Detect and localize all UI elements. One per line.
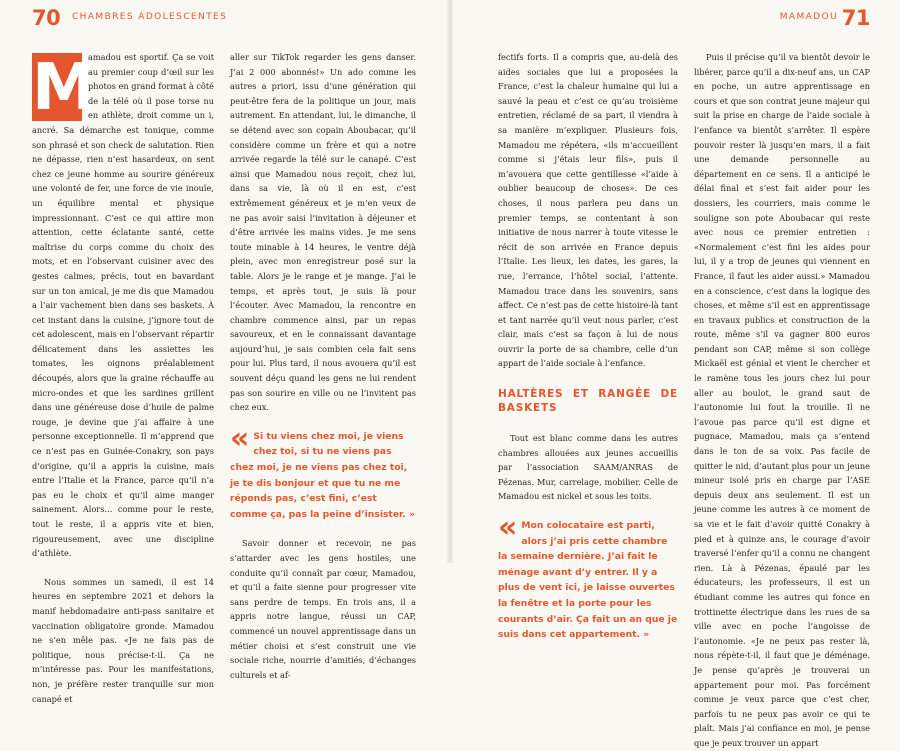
paragraph: fectifs forts. Il a compris que, au-delà des aides sociales que lui a proposées la France, c’est la chaleur humaine qui lui a sauvé la peau et c’est ce qu’au troisième entretien, réclamé de sa part, il viendra à sa manière m’expliquer. Plusieurs fois, Mamadou me répétera, «ils m’accueillent comme si j’étais leur fils», puis il m’avouera que cette gentillesse «l’aide à oublier beaucoup de choses». De ces choses, il nous parlera peu dans un premier temps, se contentant à son initiative de nous narrer à toute vitesse le récit de son arrivée en France depuis l’Italie. Les lieux, les dates, les gares, la rue, l’errance, l’hôtel social, l’attente. Mamadou trace dans les souvenirs, sans affect. Ce n’est pas de cette histoire-là tant et tant narrée qu’il veut nous parler, c’est clair, mais c’est sa façon à lui de nous ouvrir la porte de sa chambre, celle d’un appart de l’aide sociale à l’enfance.: [498, 52, 678, 369]
section-heading: HALTÈRES ET RANGÉE DE BASKETS: [498, 388, 678, 415]
page-number-left: 70: [32, 6, 61, 30]
paragraph: Puis il précise qu’il va bientôt devoir le libérer, parce qu’il a dix-neuf ans, un CAP en poche, un autre apprentissage en cours et que son contrat jeune majeur qui suit la prise en charge de l’aide sociale à l’enfance va bientôt s’arrêter. Il espère pouvoir rester là jusqu’en mars, il a fait une demande personnelle au département en ce sens. Il a anticipé le délai final et s’est fait aider pour les dossiers, les courriers, mais comme le souligne son pote Aboubacar qui reste avec nous ce premier entretien : «Normalement c’est fini les aides pour lui, il y a trop de jeunes qui viennent en France, il faut les aider aussi.» Mamadou en a conscience, c’est dans la logique des choses, et même s’il est en apprentissage en travaux publics et construction de la route, même s’il va gagner 800 euros pendant son CAP, même si son collège Mickaël est génial et vient le chercher et le ramène tous les jours chez lui pour aller au boulot, le grand saut de l’autonomie lui fout la trouille. Il ne l’avoue pas parce qu’il est digne et pugnace, Mamadou, mais ça s’entend dans le ton de sa voix. Pas facile de quitter le nid, d’autant plus pour un jeune mineur isolé pris en charge par l’ASE depuis deux ans seulement. Il est un jeune comme les autres à ce moment de sa vie et le fait d’avoir quitté Conakry à pied et à quinze ans, le courage d’avoir traversé l’enfer qu’il a connu ne changent rien. Là à Pézenas, épaulé par les éducateurs, les professeurs, il est un étudiant comme les autres qui fonce en trottinette électrique dans les rues de sa ville avec en poche l’angoisse de l’autonomie. «Je ne peux pas rester là, nous répète-t-il, il faut que je déménage. Je pense qu’après je trouverai un appartement pour moi. Pas forcément comme je veux parce que c’est cher, parfois tu ne peux pas avoir ce qui te plaît. Mais j’ai confiance en moi, je pense que je peux trouver un appart: [694, 52, 870, 748]
pull-quote: [498, 510, 678, 643]
paragraph: aller sur TikTok regarder les gens danser. J’ai 2 000 abonnés!» Un ado comme les autres a priori, issu d’une génération qui peut-être fera de la politique un jour, mais autrement. En attendant, lui, le dimanche, il se détend avec son copain Aboubacar, qu’il considère comme un frère et qui a notre arrivée regarde la télé sur le canapé. C’est ainsi que Mamadou nous reçoit, chez lui, dans sa vie, là où il en est, c’est extrêmement généreux et je m’en veux de ne pas avoir saisi l’invitation à déjeuner et d’être arrivée les mains vides. Je me sens toute minable à 14 heures, le ventre déjà plein, avec mon enregistreur posé sur la table. Alors je le range et je mange. J’ai le temps, et après tout, je suis là pour l’écouter. Avec Mamadou, la rencontre en chambre commence ainsi, par un repas savoureux, et en le connaissant davantage aujourd’hui, je sais combien cela fait sens pour lui. Plus tard, il nous avouera qu’il est souvent déçu quand les gens ne lui rendent pas son sourire en ville ou ne l’invitent pas chez eux.: [230, 52, 416, 413]
paragraph: Savoir donner et recevoir, ne pas s’attarder avec les gens hostiles, une conduite qu’il connaît par cœur, Mamadou, et qu’il a faite sienne pour progresser vite sans perdre de temps. En trois ans, il a appris notre langue, réussi un CAP, commencé un nouvel apprentissage dans un métier choisi et s’est construit une vie sociale riche, nourrie d’amitiés, d’échanges culturels et af-: [230, 538, 416, 680]
pull-quote: [230, 420, 416, 523]
running-head-left: CHAMBRES ADOLESCENTES: [72, 12, 228, 22]
column-3: [498, 50, 678, 657]
page-number-right: 71: [841, 6, 870, 30]
pull-quote-text: Si tu viens chez moi, je viens chez toi, si tu ne viens pas chez moi, je ne viens pas chez toi, je te dis bonjour et que tu ne me réponds pas, c’est fini, c’est comme ça, pas la peine d’insister. »: [230, 430, 415, 520]
running-head-right: MAMADOU: [779, 12, 838, 22]
column-4: [694, 50, 870, 751]
paragraph: amadou est sportif. Ça se voit au premier coup d’œil sur les photos en grand format à côté de la télé où il pose torse nu en athlète, droit comme un i, ancré. Sa démarche est tonique, comme son phrasé et son check de salutation. Rien ne dépasse, rien n’est hasardeux, on sent chez ce jeune homme au sourire généreux une volonté de fer, une force de vie inouïe, un équilibre mental et physique impressionnant. C’est ce qui attire mon attention, cette éclatante santé, cette maîtrise du corps comme du choix des mots, et en l’observant cuisiner avec des gestes calmes, précis, tout en bavardant sur un ton amical, je me dis que Mamadou a l’air vachement bien dans ses baskets. À cet instant dans la cuisine, j’ignore tout de cet adolescent, mais en l’observant répartir délicatement dans les assiettes les tomates, les oignons préalablement découpés, alors que la graine réchauffe au micro-ondes et que les sardines grillent dans une généreuse dose d’huile de palme rouge, je devine que j’ai affaire à une personne exceptionnelle. Il m’apprend que ce n’est pas en Guinée-Conakry, son pays d’origine, qu’il a appris la cuisine, mais entre l’Italie et la France, parce qu’il n’a pas eu le choix et qu’il aime manger sainement. Alors… comme pour le reste, tout le reste, il a appris vite et bien, rigoureusement, avec une discipline d’athlète.: [32, 52, 214, 559]
quote-mark: «: [498, 510, 518, 546]
left-page: [0, 0, 450, 704]
quote-mark: «: [230, 420, 250, 456]
column-1: [32, 50, 214, 706]
paragraph: Nous sommes un samedi, il est 14 heures en septembre 2021 et dehors la manif hebdomadaire anti-pass sanitaire et vaccination obligatoire gronde. Mamadou ne s’en mêle pas. «Je ne fais pas de politique, nous précise-t-il. Ça ne m’intéresse pas. Pour les manifestations, non, je préfère rester tranquille sur mon canapé et: [32, 576, 214, 704]
drop-cap: M: [32, 51, 96, 125]
paragraph: Tout est blanc comme dans les autres chambres allouées aux jeunes accueillis par l’association SAAM/ANRAS de Pézenas. Mur, carrelage, mobilier. Celle de Mamadou est nickel et sous les toits.: [498, 433, 678, 502]
right-page: [450, 0, 900, 748]
pull-quote-text: Mon colocataire est parti, alors j’ai pris cette chambre la semaine dernière. J’ai fait le ménage avant d’y entrer. Il y a plus de vent ici, je laisse ouvertes la fenêtre et la porte pour les courants d’air. Ça fait un an que je suis dans cet appartement. »: [498, 520, 678, 641]
column-2: [230, 50, 416, 682]
